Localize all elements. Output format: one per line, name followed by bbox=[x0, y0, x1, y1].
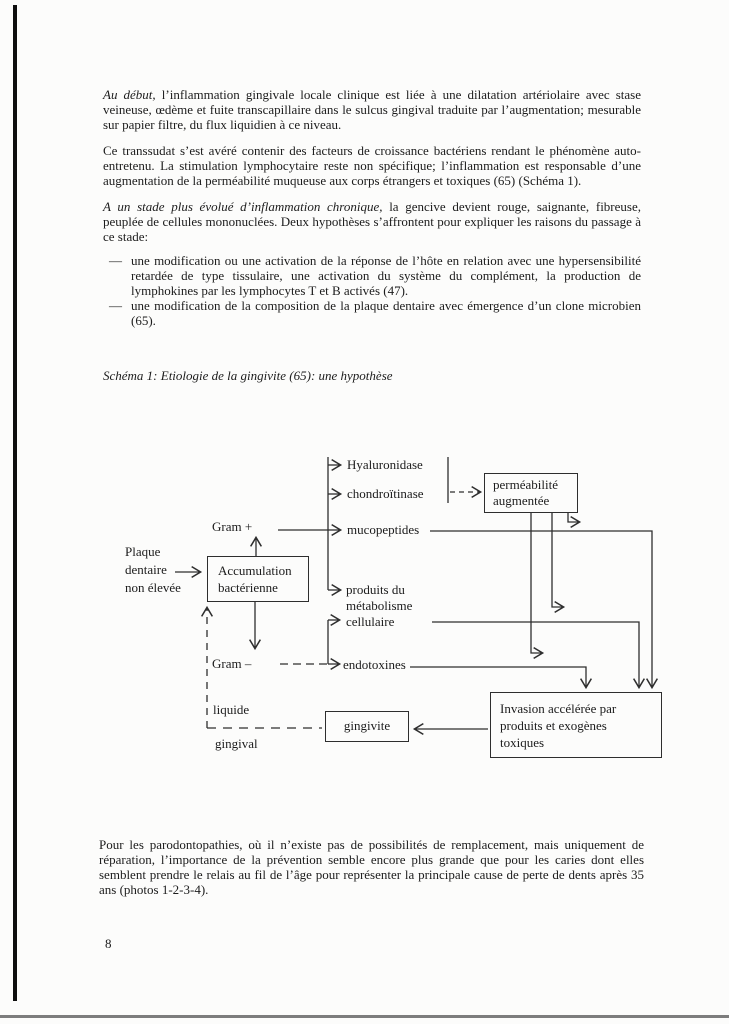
label-mucopeptides: mucopeptides bbox=[347, 522, 420, 537]
paragraph-3-lead: A un stade plus évolué d’inflammation chronique, bbox=[103, 199, 383, 214]
paragraph-2: Ce transsudat s’est avéré contenir des facteurs de croissance bactériens rendant le phénomène auto-entretenu. La stimulation lymphocytaire reste non spécifique; l’inflammation est responsable d’une augmentation de la perméabilité muqueuse aux corps étrangers et toxiques (65) (Schéma 1). bbox=[103, 143, 641, 188]
page-number: 8 bbox=[105, 936, 112, 951]
label-produits-metabolisme-cellulaire: produits du métabolisme cellulaire bbox=[346, 582, 413, 629]
bullet-list bbox=[103, 253, 641, 328]
box-permeabilite-augmentee: perméabilité augmentée bbox=[484, 473, 578, 513]
box-accumulation-bacterienne: Accumulation bactérienne bbox=[207, 556, 309, 602]
mucopeptides-to-invasion-line bbox=[430, 531, 652, 687]
dash-bullet-marker: — bbox=[109, 253, 122, 268]
paragraph-1-rest: l’inflammation gingivale locale clinique est liée à une dilatation artériolaire avec stase veineuse, œdème et fuite transcapillaire dans le sulcus gingival traduite par l’augmentation; mesurable sur papier filtre, du flux liquidien à ce niveau. bbox=[103, 87, 641, 132]
paragraph-3 bbox=[103, 199, 641, 244]
paragraph-1 bbox=[103, 87, 641, 132]
label-hyaluronidase: Hyaluronidase bbox=[347, 457, 423, 472]
paragraph-3-rest: la gencive devient rouge, saignante, fibreuse, peuplée de cellules mononuclées. Deux hypothèses s’affrontent pour expliquer les raisons du passage à ce stade: bbox=[103, 199, 641, 244]
schema-caption: Schéma 1: Etiologie de la gingivite (65): une hypothèse bbox=[103, 368, 393, 383]
list-item-text: une modification de la composition de la plaque dentaire avec émergence d’un clone microbien (65). bbox=[131, 298, 641, 328]
list-item bbox=[103, 253, 641, 298]
paragraph-4: Pour les parodontopathies, où il n’existe pas de possibilités de remplacement, mais uniquement de réparation, l’importance de la prévention semble encore plus grande que pour les caries dont elles semblent prendre le relais au fil de l’âge pour représenter la principale cause de perte de dents après 35 ans (photos 1-2-3-4). bbox=[99, 837, 644, 897]
permeabilite-hook-mucopeptides bbox=[568, 513, 579, 522]
list-item bbox=[103, 298, 641, 328]
permeabilite-hook-endotoxines bbox=[531, 513, 542, 653]
body-text bbox=[103, 87, 641, 328]
scan-left-edge-rule bbox=[13, 5, 17, 1001]
cellulaire-to-invasion-line bbox=[432, 622, 639, 687]
box-gingivite: gingivite bbox=[325, 711, 409, 742]
paragraph-1-lead: Au début, bbox=[103, 87, 156, 102]
label-plaque-dentaire: Plaque dentaire non élevée bbox=[125, 544, 181, 595]
label-gram-plus: Gram + bbox=[212, 519, 253, 534]
permeabilite-hook-cellulaire bbox=[552, 513, 563, 607]
box-invasion-acceleree: Invasion accélérée par produits et exogènes toxiques bbox=[490, 692, 662, 758]
label-gram-minus: Gram – bbox=[212, 656, 252, 671]
label-chondroitinase: chondroïtinase bbox=[347, 486, 424, 501]
list-item-text: une modification ou une activation de la réponse de l’hôte en relation avec une hypersensibilité retardée de type tissulaire, une activation du système du complément, la production de lymphokines par les lymphocytes T et B activés (47). bbox=[131, 253, 641, 298]
label-gingival: gingival bbox=[215, 736, 258, 751]
dash-bullet-marker: — bbox=[109, 298, 122, 313]
scan-bottom-edge-rule bbox=[0, 1015, 729, 1018]
endotoxines-to-invasion-line bbox=[410, 667, 586, 687]
label-endotoxines: endotoxines bbox=[343, 657, 406, 672]
label-liquide: liquide bbox=[213, 702, 250, 717]
schema-1-diagram bbox=[100, 440, 680, 785]
